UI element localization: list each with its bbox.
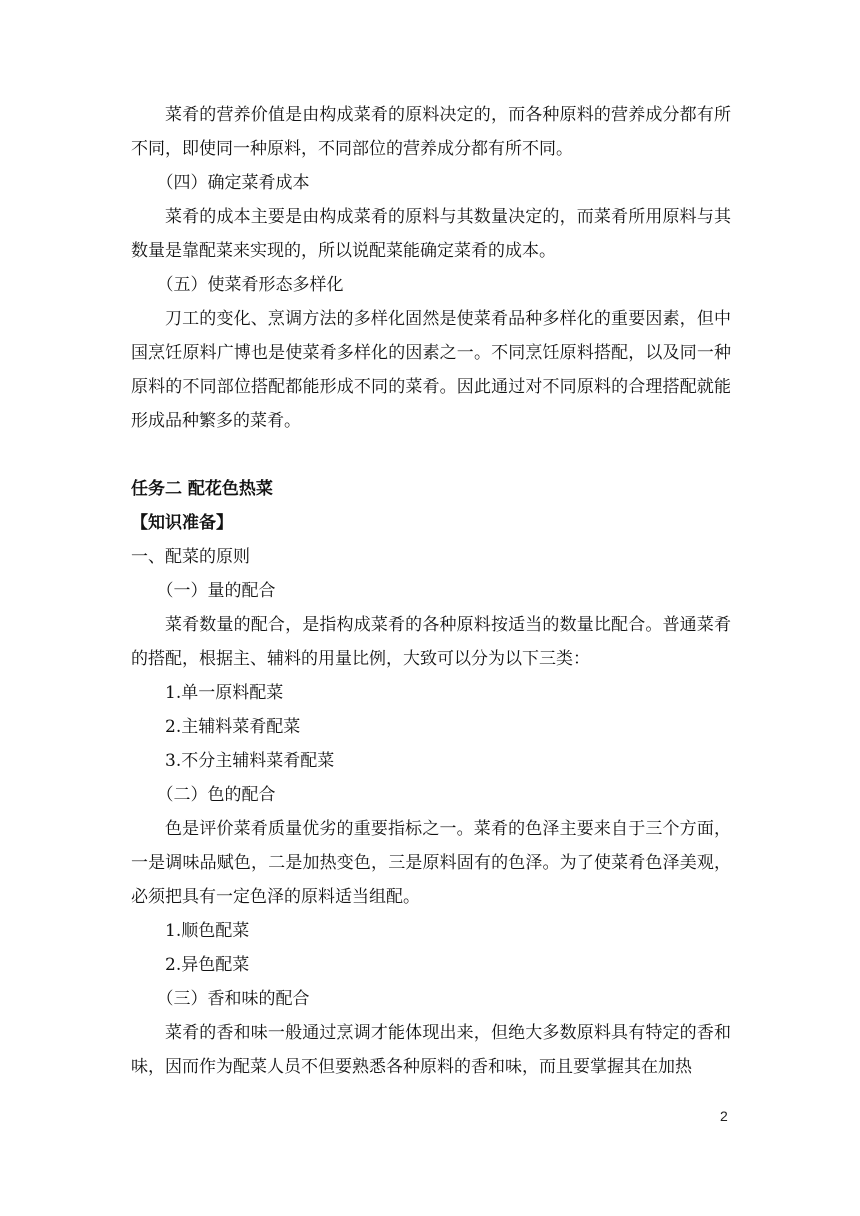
paragraph-cost: 菜肴的成本主要是由构成菜肴的原料与其数量决定的，而菜肴所用原料与其数量是靠配菜来实现的，所以说配菜能确定菜肴的成本。 [131, 207, 731, 261]
subheading-quantity: （一）量的配合 [156, 581, 276, 601]
list-item-main-aux: 2.主辅料菜肴配菜 [165, 717, 301, 737]
list-item-single: 1.单一原料配菜 [165, 683, 284, 703]
list-item-different-color: 2.异色配菜 [165, 955, 250, 975]
paragraph-nutrition: 菜肴的营养价值是由构成菜肴的原料决定的，而各种原料的营养成分都有所不同，即使同一种原料，不同部位的营养成分都有所不同。 [131, 105, 731, 159]
subheading-color: （二）色的配合 [156, 785, 276, 805]
page-number: 2 [720, 1108, 728, 1124]
list-item-no-main-aux: 3.不分主辅料菜肴配菜 [165, 751, 335, 771]
paragraph-color: 色是评价菜肴质量优劣的重要指标之一。菜肴的色泽主要来自于三个方面，一是调味品赋色，二是加热变色，三是原料固有的色泽。为了使菜肴色泽美观，必须把具有一定色泽的原料适当组配。 [131, 819, 731, 907]
subheading-cost: （四）确定菜肴成本 [156, 173, 310, 193]
paragraph-diversity: 刀工的变化、烹调方法的多样化固然是使菜肴品种多样化的重要因素，但中国烹饪原料广博也是使菜肴多样化的因素之一。不同烹饪原料搭配，以及同一种原料的不同部位搭配都能形成不同的菜肴。因此通过对不同原料的合理搭配就能形成品种繁多的菜肴。 [131, 309, 731, 431]
section-gap [131, 438, 731, 472]
paragraph-aroma-taste: 菜肴的香和味一般通过烹调才能体现出来，但绝大多数原料具有特定的香和味，因而作为配菜人员不但要熟悉各种原料的香和味，而且要掌握其在加热 [131, 1023, 731, 1077]
paragraph-quantity: 菜肴数量的配合，是指构成菜肴的各种原料按适当的数量比配合。普通菜肴的搭配，根据主、辅料的用量比例，大致可以分为以下三类： [131, 615, 731, 669]
subheading-diversity: （五）使菜肴形态多样化 [156, 275, 344, 295]
subheading-aroma-taste: （三）香和味的配合 [156, 989, 310, 1009]
page-content [131, 98, 731, 1084]
section-heading-principles: 一、配菜的原则 [131, 547, 250, 567]
knowledge-heading: 【知识准备】 [131, 513, 233, 533]
list-item-same-color: 1.顺色配菜 [165, 921, 250, 941]
task-heading: 任务二 配花色热菜 [131, 479, 273, 499]
